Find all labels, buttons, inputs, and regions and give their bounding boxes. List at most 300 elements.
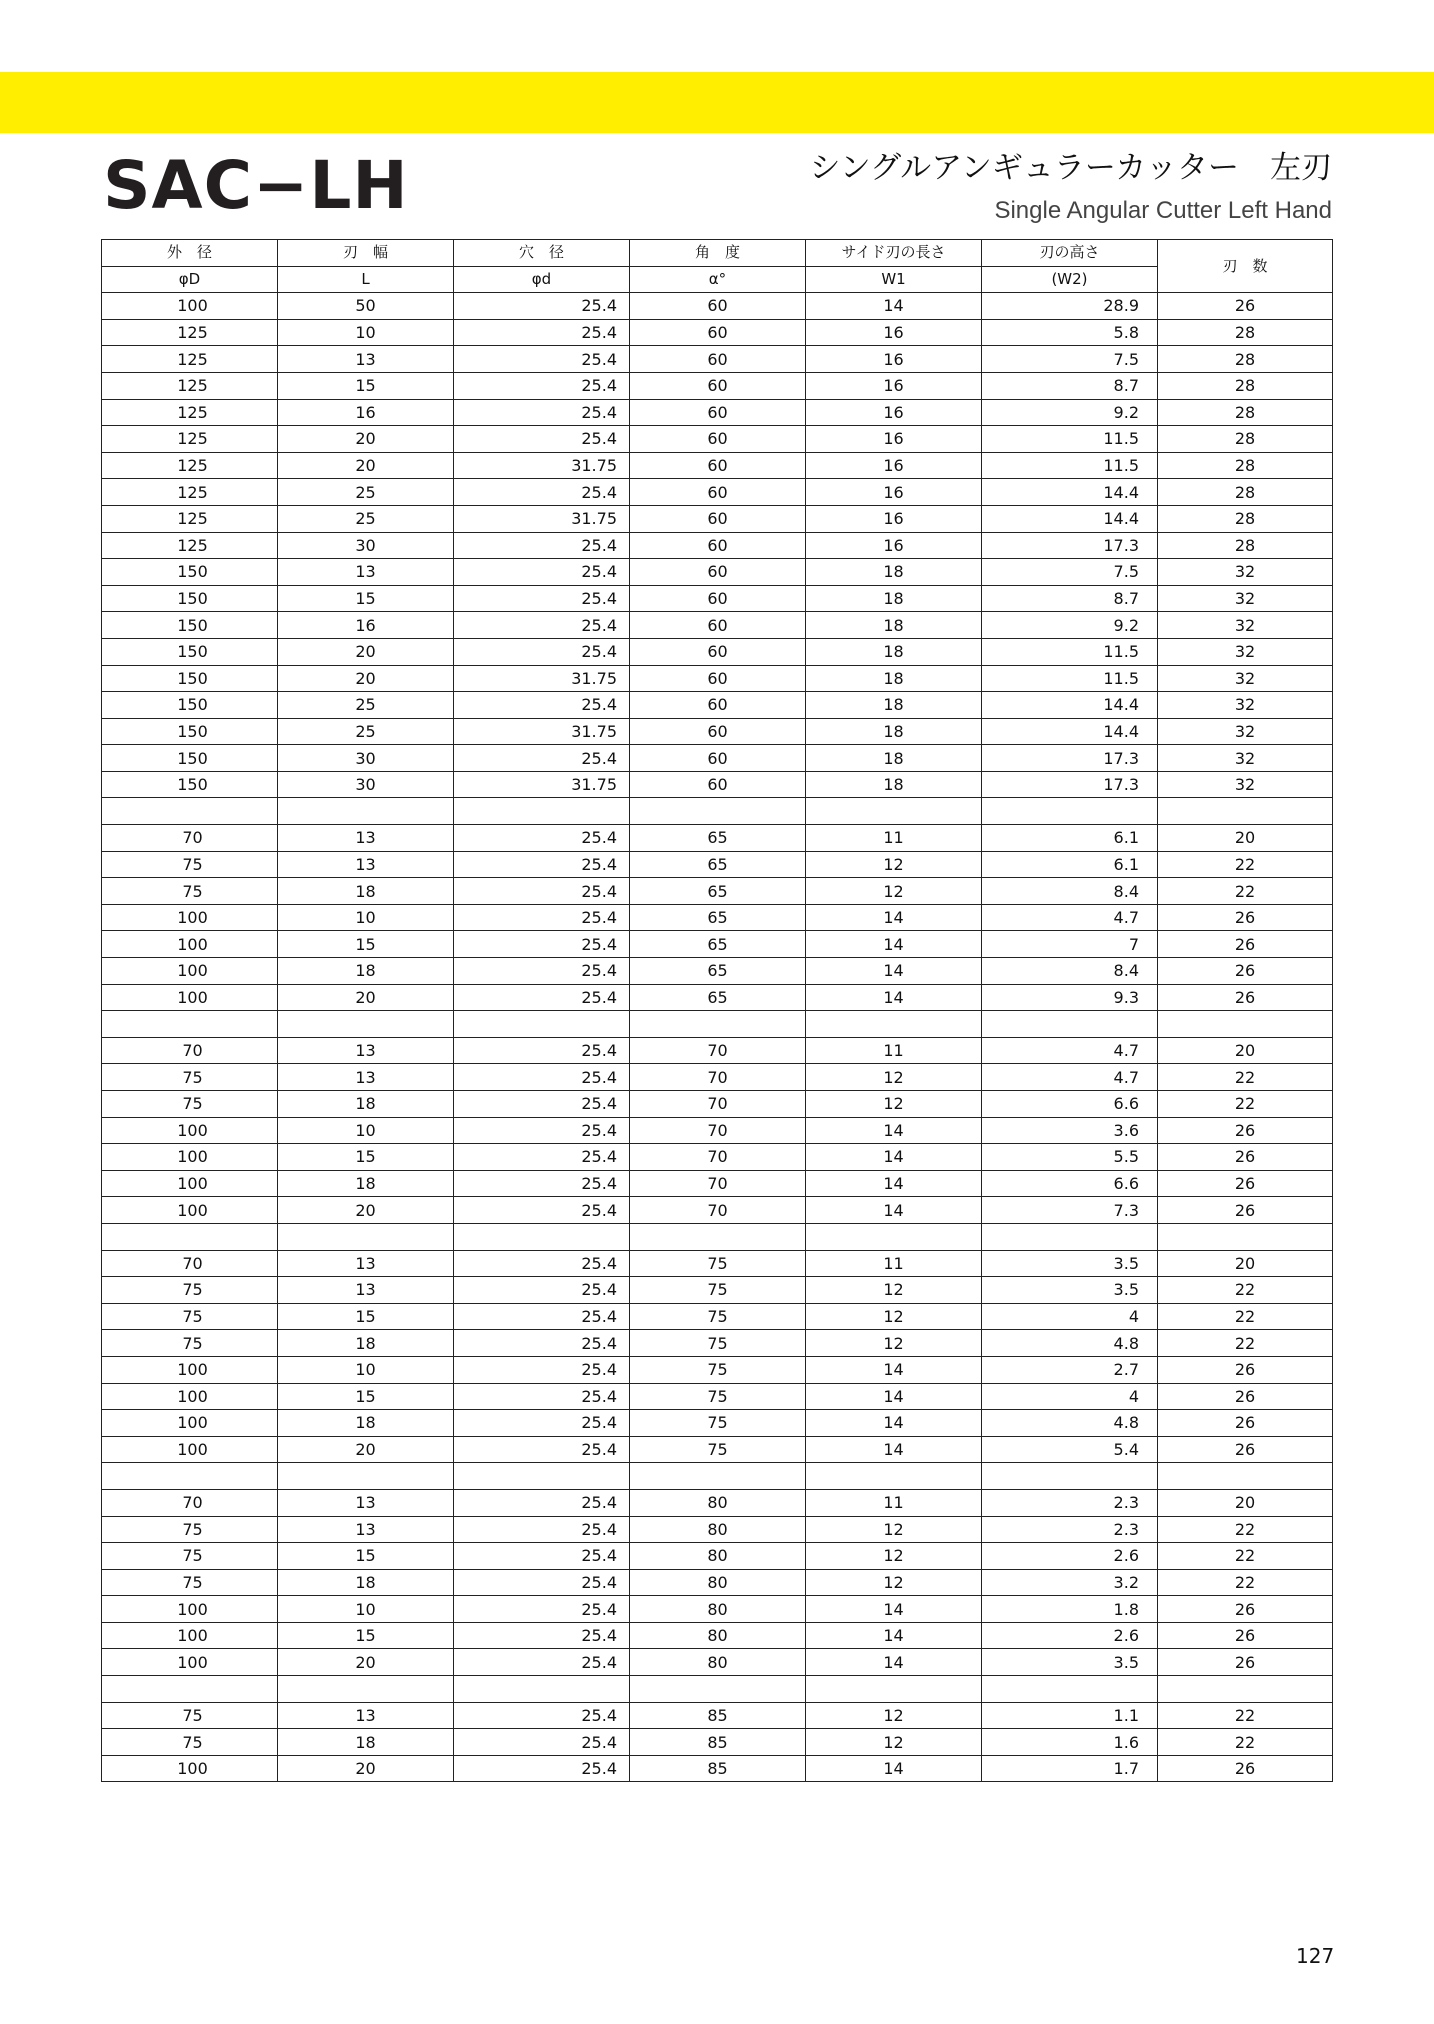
table-cell: 31.75	[454, 771, 630, 798]
table-cell: 25.4	[454, 532, 630, 559]
table-cell: 26	[1158, 1755, 1333, 1782]
table-cell: 20	[278, 665, 454, 692]
table-row	[102, 1330, 1333, 1357]
table-cell: 65	[630, 931, 806, 958]
table-cell: 14	[806, 1144, 982, 1171]
table-cell: 15	[278, 1383, 454, 1410]
table-cell: 100	[102, 1117, 278, 1144]
table-cell: 25.4	[454, 1277, 630, 1304]
table-cell: 4.8	[982, 1330, 1158, 1357]
table-cell: 22	[1158, 878, 1333, 905]
table-cell: 13	[278, 1702, 454, 1729]
table-cell: 25.4	[454, 612, 630, 639]
table-row	[102, 452, 1333, 479]
table-cell: 12	[806, 1729, 982, 1756]
table-row	[102, 958, 1333, 985]
table-cell: 26	[1158, 293, 1333, 320]
table-cell: 12	[806, 1543, 982, 1570]
table-cell: 15	[278, 1303, 454, 1330]
table-row	[102, 293, 1333, 320]
table-cell: 16	[806, 426, 982, 453]
table-cell: 17.3	[982, 532, 1158, 559]
table-cell: 75	[102, 851, 278, 878]
table-cell: 15	[278, 1543, 454, 1570]
table-cell: 12	[806, 1330, 982, 1357]
table-cell-empty	[982, 798, 1158, 825]
col-header-width: 刃 幅	[278, 240, 454, 267]
table-cell-empty	[454, 798, 630, 825]
table-row	[102, 1144, 1333, 1171]
table-cell: 10	[278, 904, 454, 931]
table-cell: 2.3	[982, 1516, 1158, 1543]
table-cell: 125	[102, 452, 278, 479]
table-cell-empty	[278, 1223, 454, 1250]
table-cell: 31.75	[454, 505, 630, 532]
table-cell: 25.4	[454, 825, 630, 852]
table-cell: 14	[806, 1117, 982, 1144]
table-cell: 14	[806, 1410, 982, 1437]
table-row	[102, 984, 1333, 1011]
table-cell: 75	[630, 1383, 806, 1410]
table-cell: 75	[102, 1091, 278, 1118]
table-cell: 13	[278, 346, 454, 373]
table-cell: 14	[806, 293, 982, 320]
table-cell: 32	[1158, 559, 1333, 586]
table-cell: 100	[102, 1649, 278, 1676]
table-cell: 25.4	[454, 1330, 630, 1357]
table-cell: 14	[806, 931, 982, 958]
col-header-outer-diameter: 外 径	[102, 240, 278, 267]
table-cell: 16	[806, 479, 982, 506]
page-number: 127	[1296, 1944, 1335, 1968]
table-cell: 60	[630, 665, 806, 692]
table-cell: 11.5	[982, 426, 1158, 453]
table-cell: 26	[1158, 1436, 1333, 1463]
table-row	[102, 1516, 1333, 1543]
table-cell: 14	[806, 1755, 982, 1782]
table-separator-row	[102, 1223, 1333, 1250]
table-cell: 22	[1158, 1543, 1333, 1570]
table-cell: 16	[278, 399, 454, 426]
table-cell: 12	[806, 851, 982, 878]
table-cell: 85	[630, 1755, 806, 1782]
table-cell: 25.4	[454, 745, 630, 772]
table-cell: 10	[278, 1117, 454, 1144]
table-cell: 22	[1158, 1064, 1333, 1091]
table-cell: 75	[630, 1356, 806, 1383]
table-cell: 15	[278, 372, 454, 399]
table-cell: 25.4	[454, 1516, 630, 1543]
table-cell: 25.4	[454, 1303, 630, 1330]
table-cell: 14.4	[982, 479, 1158, 506]
table-cell: 16	[806, 532, 982, 559]
table-cell: 70	[102, 1037, 278, 1064]
table-cell: 32	[1158, 585, 1333, 612]
table-cell: 100	[102, 1383, 278, 1410]
table-row	[102, 771, 1333, 798]
table-cell: 60	[630, 718, 806, 745]
table-cell: 100	[102, 1197, 278, 1224]
table-cell: 60	[630, 319, 806, 346]
table-row	[102, 1649, 1333, 1676]
table-row	[102, 1091, 1333, 1118]
table-cell: 75	[630, 1330, 806, 1357]
table-row	[102, 825, 1333, 852]
table-cell: 70	[630, 1144, 806, 1171]
table-cell: 8.7	[982, 372, 1158, 399]
table-cell: 20	[278, 1649, 454, 1676]
table-cell: 18	[278, 1569, 454, 1596]
table-cell: 60	[630, 612, 806, 639]
table-cell: 25.4	[454, 1250, 630, 1277]
table-cell: 20	[278, 452, 454, 479]
table-cell: 25.4	[454, 1489, 630, 1516]
table-cell: 18	[806, 585, 982, 612]
table-row	[102, 1543, 1333, 1570]
table-cell: 5.4	[982, 1436, 1158, 1463]
table-cell: 30	[278, 745, 454, 772]
table-cell: 60	[630, 452, 806, 479]
table-cell-empty	[806, 1011, 982, 1038]
table-cell: 65	[630, 958, 806, 985]
table-cell: 13	[278, 1064, 454, 1091]
table-cell: 14	[806, 1383, 982, 1410]
table-cell: 3.5	[982, 1277, 1158, 1304]
table-cell: 20	[278, 984, 454, 1011]
table-cell: 75	[102, 1277, 278, 1304]
table-cell: 18	[278, 1330, 454, 1357]
table-cell: 31.75	[454, 718, 630, 745]
table-cell: 125	[102, 346, 278, 373]
table-row	[102, 1410, 1333, 1437]
table-cell: 25	[278, 692, 454, 719]
table-cell: 12	[806, 1277, 982, 1304]
table-cell-empty	[630, 1676, 806, 1703]
table-cell: 28	[1158, 505, 1333, 532]
table-cell: 125	[102, 399, 278, 426]
table-cell: 28.9	[982, 293, 1158, 320]
table-cell: 26	[1158, 958, 1333, 985]
table-cell: 100	[102, 1755, 278, 1782]
table-cell: 11.5	[982, 452, 1158, 479]
table-cell: 85	[630, 1702, 806, 1729]
table-cell: 75	[102, 1516, 278, 1543]
table-row	[102, 1622, 1333, 1649]
table-cell: 25.4	[454, 399, 630, 426]
table-cell: 25.4	[454, 1410, 630, 1437]
table-row	[102, 851, 1333, 878]
table-cell: 4.8	[982, 1410, 1158, 1437]
table-cell: 26	[1158, 1356, 1333, 1383]
table-cell-empty	[806, 1223, 982, 1250]
title-japanese: シングルアンギュラーカッター 左刃	[809, 150, 1332, 186]
table-cell: 2.6	[982, 1622, 1158, 1649]
table-cell-empty	[630, 1463, 806, 1490]
table-row	[102, 532, 1333, 559]
table-cell: 5.8	[982, 319, 1158, 346]
table-cell: 150	[102, 638, 278, 665]
table-cell: 25.4	[454, 479, 630, 506]
table-cell: 150	[102, 585, 278, 612]
table-cell: 8.4	[982, 958, 1158, 985]
table-cell: 75	[102, 878, 278, 905]
table-cell: 14	[806, 1596, 982, 1623]
table-cell: 2.3	[982, 1489, 1158, 1516]
table-cell: 25.4	[454, 1596, 630, 1623]
table-cell: 16	[806, 452, 982, 479]
table-cell: 80	[630, 1649, 806, 1676]
table-cell: 60	[630, 372, 806, 399]
table-cell: 150	[102, 771, 278, 798]
table-cell: 11	[806, 1489, 982, 1516]
table-cell: 25.4	[454, 904, 630, 931]
table-row	[102, 1755, 1333, 1782]
table-cell: 13	[278, 825, 454, 852]
table-row	[102, 1197, 1333, 1224]
table-cell: 4	[982, 1383, 1158, 1410]
table-cell: 60	[630, 559, 806, 586]
table-cell: 125	[102, 532, 278, 559]
title-english: Single Angular Cutter Left Hand	[994, 197, 1332, 224]
table-cell: 14	[806, 984, 982, 1011]
table-cell-empty	[630, 1011, 806, 1038]
table-cell: 65	[630, 825, 806, 852]
table-cell: 18	[278, 958, 454, 985]
table-cell: 25.4	[454, 1569, 630, 1596]
table-cell: 65	[630, 851, 806, 878]
table-cell: 25.4	[454, 1170, 630, 1197]
table-cell: 3.6	[982, 1117, 1158, 1144]
table-cell: 60	[630, 346, 806, 373]
table-cell: 16	[806, 346, 982, 373]
table-row	[102, 1702, 1333, 1729]
table-cell: 60	[630, 426, 806, 453]
table-cell: 25.4	[454, 1622, 630, 1649]
table-cell: 150	[102, 745, 278, 772]
table-cell: 32	[1158, 745, 1333, 772]
table-cell: 125	[102, 479, 278, 506]
table-cell: 8.4	[982, 878, 1158, 905]
table-cell: 100	[102, 1596, 278, 1623]
table-cell: 15	[278, 931, 454, 958]
table-cell: 26	[1158, 1622, 1333, 1649]
table-cell: 11.5	[982, 665, 1158, 692]
table-cell: 100	[102, 1410, 278, 1437]
table-cell-empty	[982, 1011, 1158, 1038]
table-cell: 30	[278, 771, 454, 798]
table-row	[102, 1356, 1333, 1383]
table-cell-empty	[1158, 798, 1333, 825]
table-cell: 100	[102, 984, 278, 1011]
table-cell: 17.3	[982, 771, 1158, 798]
col-sub-W2: (W2)	[982, 266, 1158, 293]
table-cell: 13	[278, 1250, 454, 1277]
table-row	[102, 718, 1333, 745]
table-row	[102, 1383, 1333, 1410]
header-row-top	[102, 240, 1333, 267]
table-cell: 14.4	[982, 692, 1158, 719]
table-cell: 75	[102, 1702, 278, 1729]
table-cell: 100	[102, 931, 278, 958]
table-cell: 25.4	[454, 1037, 630, 1064]
col-header-teeth: 刃 数	[1158, 240, 1333, 293]
table-row	[102, 1436, 1333, 1463]
table-cell: 75	[102, 1303, 278, 1330]
table-cell: 125	[102, 372, 278, 399]
table-cell-empty	[982, 1676, 1158, 1703]
table-cell: 28	[1158, 319, 1333, 346]
table-cell: 12	[806, 878, 982, 905]
table-cell: 60	[630, 293, 806, 320]
table-cell: 25.4	[454, 931, 630, 958]
table-cell: 16	[806, 505, 982, 532]
table-cell: 25.4	[454, 1117, 630, 1144]
table-cell: 18	[806, 559, 982, 586]
table-cell-empty	[454, 1011, 630, 1038]
table-cell: 22	[1158, 1569, 1333, 1596]
table-cell-empty	[102, 798, 278, 825]
table-cell: 12	[806, 1303, 982, 1330]
table-cell: 60	[630, 399, 806, 426]
table-cell: 13	[278, 1516, 454, 1543]
table-cell: 14	[806, 1197, 982, 1224]
table-cell: 70	[630, 1064, 806, 1091]
table-cell: 25.4	[454, 559, 630, 586]
table-cell: 60	[630, 585, 806, 612]
table-row	[102, 399, 1333, 426]
table-cell: 75	[630, 1277, 806, 1304]
table-cell: 11.5	[982, 638, 1158, 665]
table-row	[102, 1303, 1333, 1330]
table-cell: 20	[278, 638, 454, 665]
table-cell: 28	[1158, 399, 1333, 426]
table-cell-empty	[630, 1223, 806, 1250]
table-cell: 25.4	[454, 984, 630, 1011]
table-cell: 26	[1158, 1383, 1333, 1410]
table-cell: 100	[102, 958, 278, 985]
table-cell: 7.5	[982, 346, 1158, 373]
table-cell: 60	[630, 771, 806, 798]
table-cell: 14	[806, 1356, 982, 1383]
table-cell: 26	[1158, 1117, 1333, 1144]
table-cell: 125	[102, 505, 278, 532]
table-cell: 12	[806, 1091, 982, 1118]
table-cell: 32	[1158, 612, 1333, 639]
table-cell: 25.4	[454, 1543, 630, 1570]
table-cell: 7	[982, 931, 1158, 958]
table-cell: 85	[630, 1729, 806, 1756]
table-cell: 22	[1158, 1091, 1333, 1118]
table-cell-empty	[278, 1676, 454, 1703]
table-cell: 15	[278, 1144, 454, 1171]
table-cell-empty	[806, 1463, 982, 1490]
table-cell: 16	[806, 319, 982, 346]
table-cell: 25.4	[454, 426, 630, 453]
table-cell: 70	[630, 1197, 806, 1224]
table-cell: 10	[278, 1356, 454, 1383]
table-cell: 18	[278, 1410, 454, 1437]
table-cell: 31.75	[454, 665, 630, 692]
table-cell: 1.7	[982, 1755, 1158, 1782]
table-cell: 14	[806, 1622, 982, 1649]
table-cell: 18	[806, 771, 982, 798]
table-cell: 18	[278, 878, 454, 905]
table-cell: 25.4	[454, 372, 630, 399]
table-separator-row	[102, 1463, 1333, 1490]
table-cell-empty	[454, 1676, 630, 1703]
table-cell: 16	[806, 399, 982, 426]
table-cell: 25.4	[454, 1755, 630, 1782]
table-cell-empty	[102, 1676, 278, 1703]
table-cell: 12	[806, 1064, 982, 1091]
table-cell: 25	[278, 479, 454, 506]
table-cell: 150	[102, 612, 278, 639]
table-cell: 26	[1158, 1144, 1333, 1171]
table-cell: 3.5	[982, 1649, 1158, 1676]
table-cell: 22	[1158, 1330, 1333, 1357]
table-cell-empty	[278, 1011, 454, 1038]
table-cell: 18	[806, 612, 982, 639]
table-cell: 65	[630, 984, 806, 1011]
table-cell-empty	[278, 1463, 454, 1490]
table-cell: 100	[102, 293, 278, 320]
table-cell: 22	[1158, 851, 1333, 878]
table-row	[102, 505, 1333, 532]
table-cell: 4.7	[982, 1037, 1158, 1064]
table-row	[102, 1729, 1333, 1756]
table-cell: 70	[102, 825, 278, 852]
table-cell: 13	[278, 851, 454, 878]
table-cell: 12	[806, 1569, 982, 1596]
table-cell: 25.4	[454, 1729, 630, 1756]
table-cell: 75	[102, 1543, 278, 1570]
table-cell-empty	[630, 798, 806, 825]
table-cell: 20	[278, 426, 454, 453]
table-row	[102, 1277, 1333, 1304]
table-row	[102, 1489, 1333, 1516]
table-cell: 60	[630, 505, 806, 532]
table-cell: 75	[630, 1303, 806, 1330]
table-cell: 20	[278, 1197, 454, 1224]
table-cell: 17.3	[982, 745, 1158, 772]
table-row	[102, 319, 1333, 346]
table-cell: 75	[630, 1410, 806, 1437]
spec-table	[101, 239, 1333, 1782]
table-cell: 7.3	[982, 1197, 1158, 1224]
col-header-height: 刃の高さ	[982, 240, 1158, 267]
table-cell-empty	[102, 1463, 278, 1490]
table-row	[102, 585, 1333, 612]
table-cell: 14	[806, 1170, 982, 1197]
table-cell: 150	[102, 665, 278, 692]
table-cell: 75	[102, 1064, 278, 1091]
table-cell: 100	[102, 1622, 278, 1649]
table-row	[102, 479, 1333, 506]
table-cell: 14	[806, 1649, 982, 1676]
col-header-angle: 角 度	[630, 240, 806, 267]
table-cell: 20	[1158, 1489, 1333, 1516]
table-cell: 100	[102, 1356, 278, 1383]
table-cell: 25.4	[454, 585, 630, 612]
table-cell: 3.2	[982, 1569, 1158, 1596]
table-cell: 70	[102, 1489, 278, 1516]
table-cell: 18	[806, 665, 982, 692]
table-cell: 26	[1158, 904, 1333, 931]
table-cell: 18	[806, 638, 982, 665]
table-cell: 9.2	[982, 612, 1158, 639]
table-cell: 70	[102, 1250, 278, 1277]
table-cell: 125	[102, 426, 278, 453]
